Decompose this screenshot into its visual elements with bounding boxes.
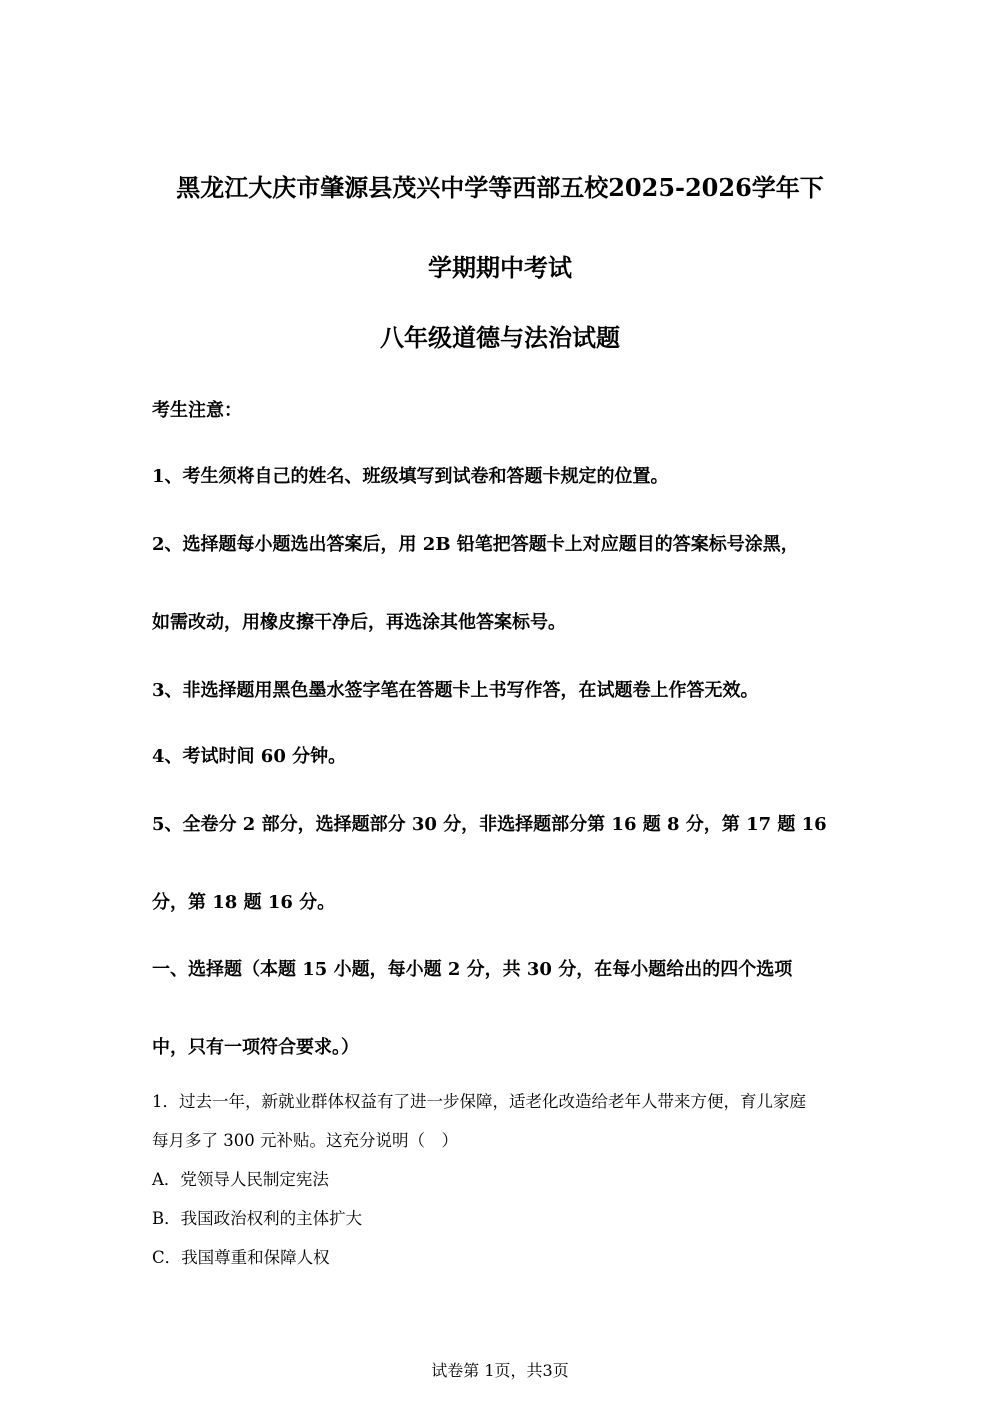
notice-item-3: 3、非选择题用黑色墨水签字笔在答题卡上书写作答，在试题卷上作答无效。 xyxy=(152,680,759,701)
page-subtitle: 八年级道德与法治试题 xyxy=(380,323,620,352)
page-title-line2: 学期期中考试 xyxy=(428,253,572,282)
page-title-line1: 黑龙江大庆市肇源县茂兴中学等西部五校2025-2026学年下 xyxy=(176,173,824,202)
page-footer: 试卷第 1页，共3页 xyxy=(431,1361,569,1380)
question-1-option-a: A．党领导人民制定宪法 xyxy=(152,1170,329,1189)
notice-item-5-line2: 分，第 18 题 16 分。 xyxy=(152,892,336,913)
notice-heading: 考生注意： xyxy=(152,400,242,421)
question-1-stem-line2: 每月多了 300 元补贴。这充分说明（ ） xyxy=(152,1131,458,1150)
notice-item-4: 4、考试时间 60 分钟。 xyxy=(152,746,347,767)
question-1-stem-line1: 1．过去一年，新就业群体权益有了进一步保障，适老化改造给老年人带来方便，育儿家庭 xyxy=(152,1092,806,1111)
notice-item-1: 1、考生须将自己的姓名、班级填写到试卷和答题卡规定的位置。 xyxy=(152,466,669,487)
section-heading-line1: 一、选择题（本题 15 小题，每小题 2 分，共 30 分，在每小题给出的四个选项 xyxy=(152,959,793,980)
notice-item-2-line1: 2、选择题每小题选出答案后，用 2B 铅笔把答题卡上对应题目的答案标号涂黑， xyxy=(152,534,799,555)
question-1-option-c: C．我国尊重和保障人权 xyxy=(152,1248,330,1267)
notice-item-5-line1: 5、全卷分 2 部分，选择题部分 30 分，非选择题部分第 16 题 8 分，第 17 题 16 xyxy=(152,814,827,835)
section-heading-line2: 中，只有一项符合要求。） xyxy=(152,1037,359,1058)
notice-item-2-line2: 如需改动，用橡皮擦干净后，再选涂其他答案标号。 xyxy=(152,612,566,633)
question-1-option-b: B．我国政治权利的主体扩大 xyxy=(152,1209,363,1228)
